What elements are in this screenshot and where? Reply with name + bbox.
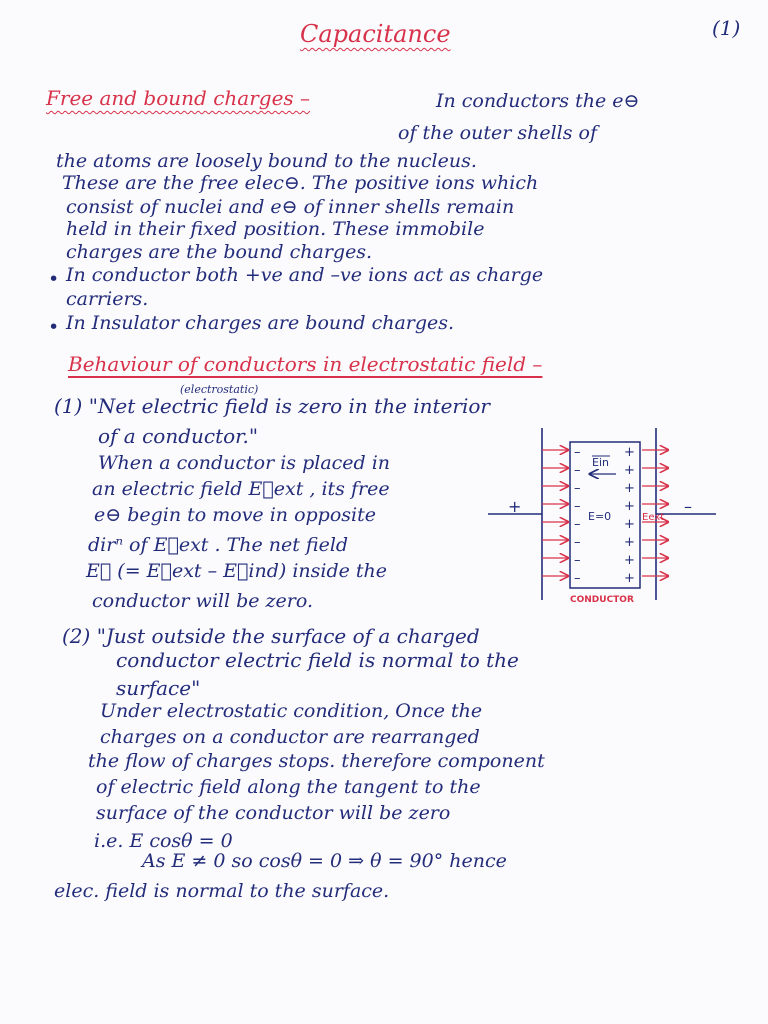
bullet-text-cont: carriers. (66, 288, 149, 310)
text-line: elec. field is normal to the surface. (54, 880, 390, 902)
plus-sign: + (624, 481, 635, 496)
text-line: E⃗ (= E⃗ext – E⃗ind) inside the (86, 560, 388, 582)
section-heading-free-bound: Free and bound charges – (46, 86, 311, 110)
point2-statement: (2) "Just outside the surface of a charged (62, 624, 480, 648)
minus-sign: – (574, 463, 581, 478)
text-line: i.e. E cosθ = 0 (94, 830, 233, 852)
bullet-text: In conductor both +ve and –ve ions act as charge (66, 264, 544, 286)
text-line: of electric field along the tangent to the (96, 776, 481, 798)
text-line: As E ≠ 0 so cosθ = 0 ⇒ θ = 90° hence (142, 850, 507, 872)
minus-sign: – (574, 571, 581, 586)
text-line: conductor will be zero. (92, 590, 314, 612)
negative-charges (574, 445, 581, 586)
text-line: e⊖ begin to move in opposite (94, 504, 376, 526)
conductor-label: CONDUCTOR (570, 595, 634, 605)
point2-statement-cont: surface" (116, 676, 201, 700)
right-plate-sign: – (684, 497, 692, 516)
minus-sign: – (574, 517, 581, 532)
text-line: an electric field E⃗ext , its free (92, 478, 390, 500)
section-heading-behaviour: Behaviour of conductors in electrostatic field – (68, 352, 543, 376)
text-line: dirⁿ of E⃗ext . The net field (88, 534, 349, 556)
point1-statement: (1) "Net electric field is zero in the interior (54, 394, 490, 418)
plus-sign: + (624, 517, 635, 532)
plus-sign: + (624, 445, 635, 460)
text-line: consist of nuclei and e⊖ of inner shells remain (66, 196, 515, 218)
text-line: of the outer shells of (398, 122, 597, 144)
minus-sign: – (574, 445, 581, 460)
page-title: Capacitance (300, 20, 451, 48)
bullet-dot: • (48, 268, 60, 290)
external-field-arrows-left (542, 450, 568, 576)
minus-sign: – (574, 553, 581, 568)
minus-sign: – (574, 481, 581, 496)
positive-charges (624, 445, 635, 586)
text-line: In conductors the e⊖ (436, 90, 640, 112)
text-line: held in their fixed position. These immobile (66, 218, 485, 240)
text-line: the atoms are loosely bound to the nucleus. (56, 150, 477, 172)
text-line: charges are the bound charges. (66, 241, 373, 263)
bullet-dot: • (48, 316, 60, 338)
text-line: These are the free elec⊖. The positive ions which (62, 172, 539, 194)
text-line: When a conductor is placed in (98, 452, 391, 474)
text-line: charges on a conductor are rearranged (100, 726, 480, 748)
plus-sign: + (624, 499, 635, 514)
plus-sign: + (624, 463, 635, 478)
page-number: (1) (712, 16, 741, 40)
point2-statement-cont: conductor electric field is normal to the (116, 648, 519, 672)
conductor-field-diagram (478, 422, 728, 608)
text-line: Under electrostatic condition, Once the (100, 700, 483, 722)
e-ext-label: Eext (642, 512, 665, 523)
e-zero-label: E=0 (588, 510, 612, 523)
point1-statement-cont: of a conductor." (98, 424, 259, 448)
plus-sign: + (624, 535, 635, 550)
bullet-text: In Insulator charges are bound charges. (66, 312, 455, 334)
text-line: the flow of charges stops. therefore component (88, 750, 545, 772)
minus-sign: – (574, 499, 581, 514)
plus-sign: + (624, 553, 635, 568)
plus-sign: + (624, 571, 635, 586)
text-line: surface of the conductor will be zero (96, 802, 451, 824)
e-in-label: Ein (592, 456, 609, 469)
superscript-note: (electrostatic) (180, 383, 259, 396)
minus-sign: – (574, 535, 581, 550)
left-plate-sign: + (508, 497, 522, 516)
